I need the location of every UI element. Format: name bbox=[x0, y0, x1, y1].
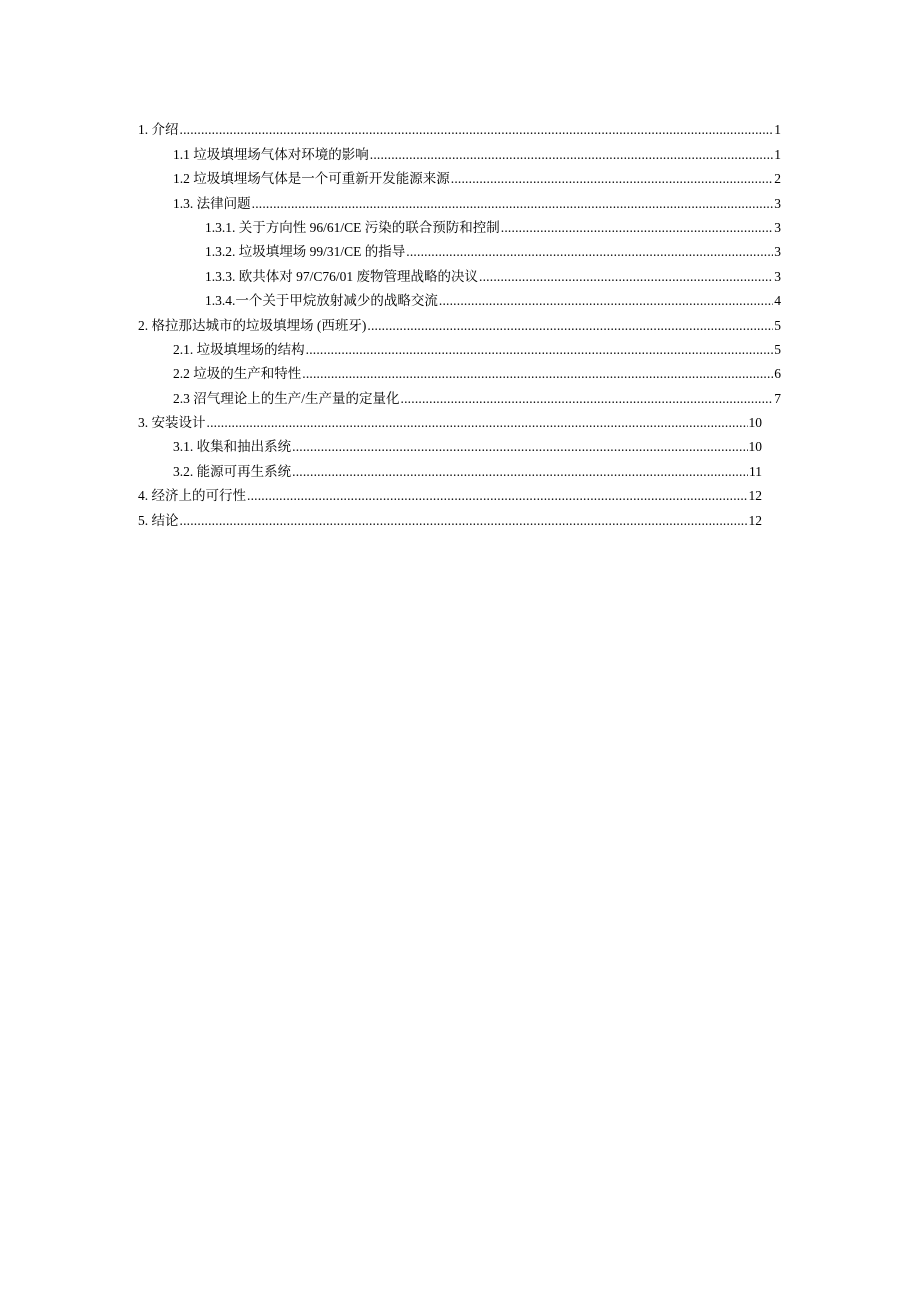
toc-leader-dots bbox=[401, 391, 774, 407]
toc-leader-dots bbox=[406, 244, 773, 260]
toc-entry[interactable] bbox=[138, 309, 781, 333]
toc-entry-title: 1.1 垃圾填埋场气体对环境的影响 bbox=[173, 146, 369, 162]
toc-leader-dots bbox=[479, 269, 773, 285]
toc-entry[interactable] bbox=[138, 114, 781, 138]
toc-leader-dots bbox=[180, 122, 774, 138]
toc-leader-dots bbox=[252, 196, 774, 212]
toc-leader-dots bbox=[501, 220, 773, 236]
toc-entry-title: 3. 安装设计 bbox=[138, 415, 206, 431]
toc-entry[interactable] bbox=[138, 212, 781, 236]
toc-entry-page: 3 bbox=[774, 268, 781, 284]
toc-entry-title: 1.3.1. 关于方向性 96/61/CE 污染的联合预防和控制 bbox=[205, 219, 500, 235]
toc-entry[interactable] bbox=[138, 163, 781, 187]
toc-leader-dots bbox=[207, 415, 748, 431]
toc-entry-page: 11 bbox=[749, 463, 762, 479]
toc-entry-page: 3 bbox=[774, 195, 781, 211]
toc-entry-title: 2.2 垃圾的生产和特性 bbox=[173, 366, 302, 382]
toc-entry[interactable] bbox=[138, 334, 781, 358]
toc-entry-page: 1 bbox=[774, 146, 781, 162]
toc-leader-dots bbox=[302, 366, 773, 382]
toc-entry-page: 2 bbox=[774, 171, 781, 187]
toc-entry[interactable] bbox=[138, 431, 781, 455]
toc-entry-page: 3 bbox=[774, 244, 781, 260]
toc-entry-page: 10 bbox=[748, 415, 762, 431]
toc-leader-dots bbox=[180, 513, 748, 529]
toc-entry-title: 3.2. 能源可再生系统 bbox=[173, 463, 292, 479]
toc-entry-title: 1.3. 法律问题 bbox=[173, 195, 251, 211]
toc-entry-title: 1. 介绍 bbox=[138, 122, 179, 138]
toc-entry[interactable] bbox=[138, 480, 781, 504]
toc-entry[interactable] bbox=[138, 260, 781, 284]
toc-leader-dots bbox=[367, 318, 773, 334]
toc-entry[interactable] bbox=[138, 358, 781, 382]
table-of-contents bbox=[138, 114, 781, 529]
toc-entry[interactable] bbox=[138, 407, 781, 431]
toc-entry-page: 12 bbox=[748, 488, 762, 504]
toc-entry-page: 3 bbox=[774, 219, 781, 235]
toc-entry[interactable] bbox=[138, 187, 781, 211]
toc-entry[interactable] bbox=[138, 236, 781, 260]
toc-entry-title: 2. 格拉那达城市的垃圾填埋场 (西班牙) bbox=[138, 317, 367, 333]
toc-entry[interactable] bbox=[138, 382, 781, 406]
toc-entry-page: 4 bbox=[774, 293, 781, 309]
toc-leader-dots bbox=[292, 464, 748, 480]
toc-entry-title: 2.1. 垃圾填埋场的结构 bbox=[173, 341, 305, 357]
toc-entry-title: 3.1. 收集和抽出系统 bbox=[173, 439, 292, 455]
toc-entry-title: 1.3.4.一个关于甲烷放射减少的战略交流 bbox=[205, 293, 438, 309]
toc-leader-dots bbox=[247, 488, 748, 504]
toc-entry-title: 2.3 沼气理论上的生产/生产量的定量化 bbox=[173, 390, 400, 406]
toc-entry-page: 5 bbox=[774, 317, 781, 333]
toc-leader-dots bbox=[292, 439, 747, 455]
toc-entry-title: 4. 经济上的可行性 bbox=[138, 488, 246, 504]
toc-entry-title: 1.3.2. 垃圾填埋场 99/31/CE 的指导 bbox=[205, 244, 406, 260]
toc-entry-page: 6 bbox=[774, 366, 781, 382]
toc-leader-dots bbox=[451, 171, 774, 187]
toc-entry-title: 5. 结论 bbox=[138, 512, 179, 528]
toc-entry[interactable] bbox=[138, 138, 781, 162]
toc-leader-dots bbox=[439, 293, 773, 309]
toc-leader-dots bbox=[370, 147, 774, 163]
toc-leader-dots bbox=[306, 342, 774, 358]
toc-entry[interactable] bbox=[138, 504, 781, 528]
toc-entry-page: 1 bbox=[774, 122, 781, 138]
toc-entry[interactable] bbox=[138, 455, 781, 479]
toc-entry-page: 5 bbox=[774, 341, 781, 357]
toc-entry-page: 12 bbox=[748, 512, 762, 528]
toc-entry-title: 1.2 垃圾填埋场气体是一个可重新开发能源来源 bbox=[173, 171, 450, 187]
toc-entry-page: 7 bbox=[774, 390, 781, 406]
toc-entry[interactable] bbox=[138, 285, 781, 309]
toc-entry-title: 1.3.3. 欧共体对 97/C76/01 废物管理战略的决议 bbox=[205, 268, 479, 284]
toc-entry-page: 10 bbox=[748, 439, 762, 455]
